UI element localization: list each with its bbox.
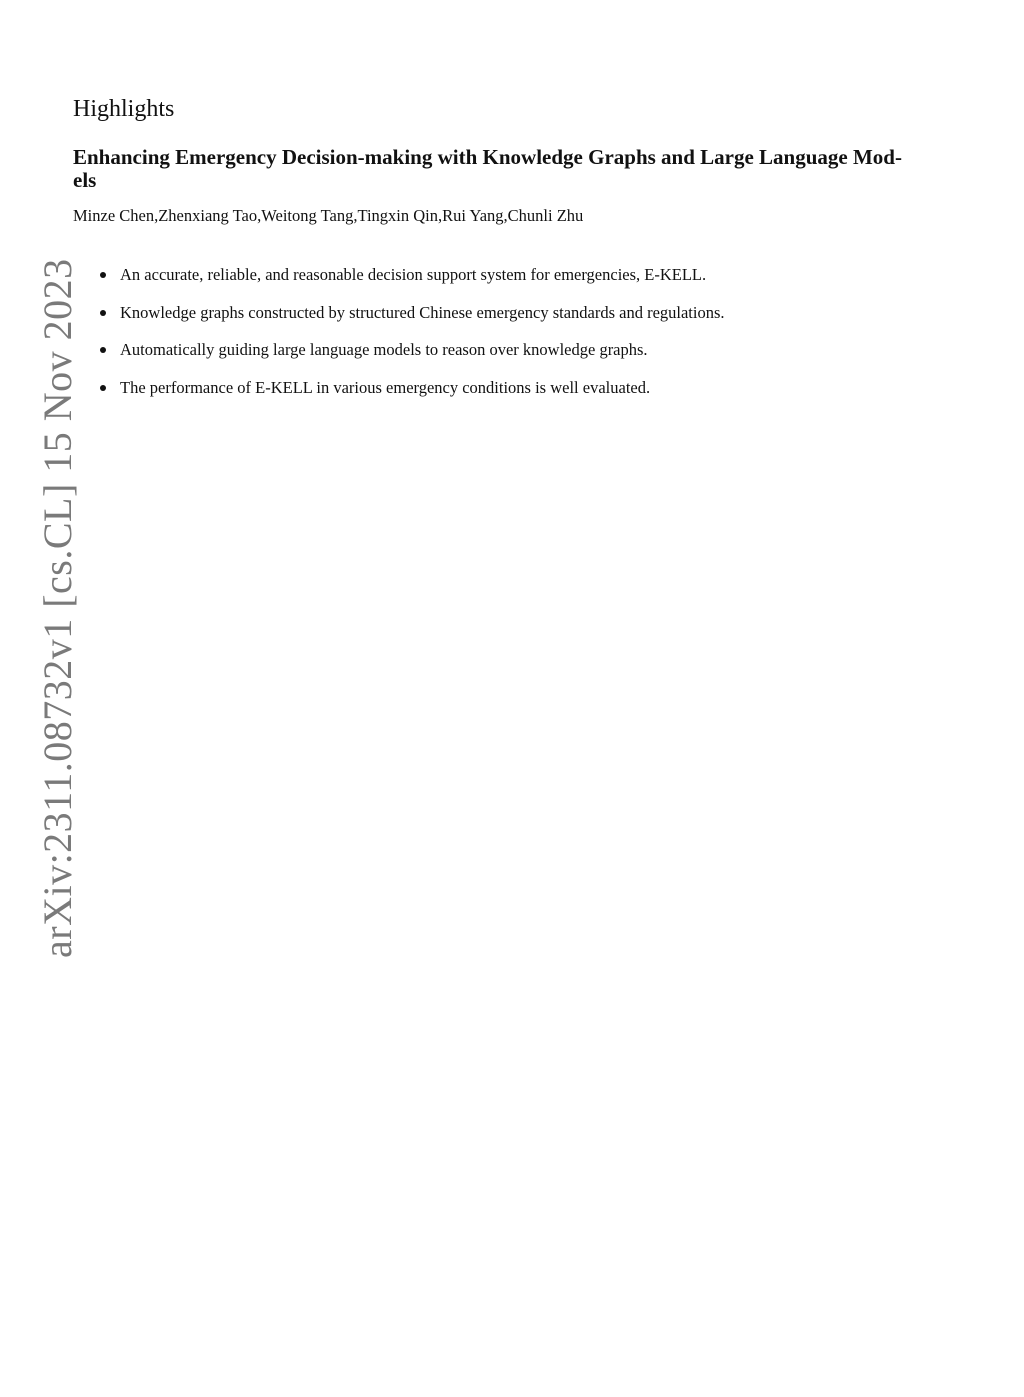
bullet-icon [100,385,106,391]
bullet-icon [100,347,106,353]
highlights-heading: Highlights [73,96,175,122]
highlight-text: Automatically guiding large language models to reason over knowledge graphs. [120,340,648,359]
highlight-text: Knowledge graphs constructed by structured Chinese emergency standards and regulations. [120,302,725,322]
paper-title [73,146,953,192]
highlight-text: The performance of E-KELL in various emergency conditions is well evaluated. [120,377,651,397]
highlight-item [73,302,953,340]
highlight-item [73,339,953,377]
bullet-icon [100,310,106,316]
highlight-text: An accurate, reliable, and reasonable decision support system for emergencies, E-KELL. [120,265,707,284]
highlight-item [73,377,953,415]
bullet-icon [100,272,106,278]
paper-title-line-1: Enhancing Emergency Decision-making with Knowledge Graphs and Large Language Mod- [73,145,902,169]
paper-title-line-2: els [73,168,97,192]
highlights-list [73,264,953,414]
highlight-item [73,264,953,302]
arxiv-identifier-stamp: arXiv:2311.08732v1 [cs.CL] 15 Nov 2023 [35,258,80,958]
author-list: Minze Chen,Zhenxiang Tao,Weitong Tang,Tingxin Qin,Rui Yang,Chunli Zhu [73,206,584,225]
